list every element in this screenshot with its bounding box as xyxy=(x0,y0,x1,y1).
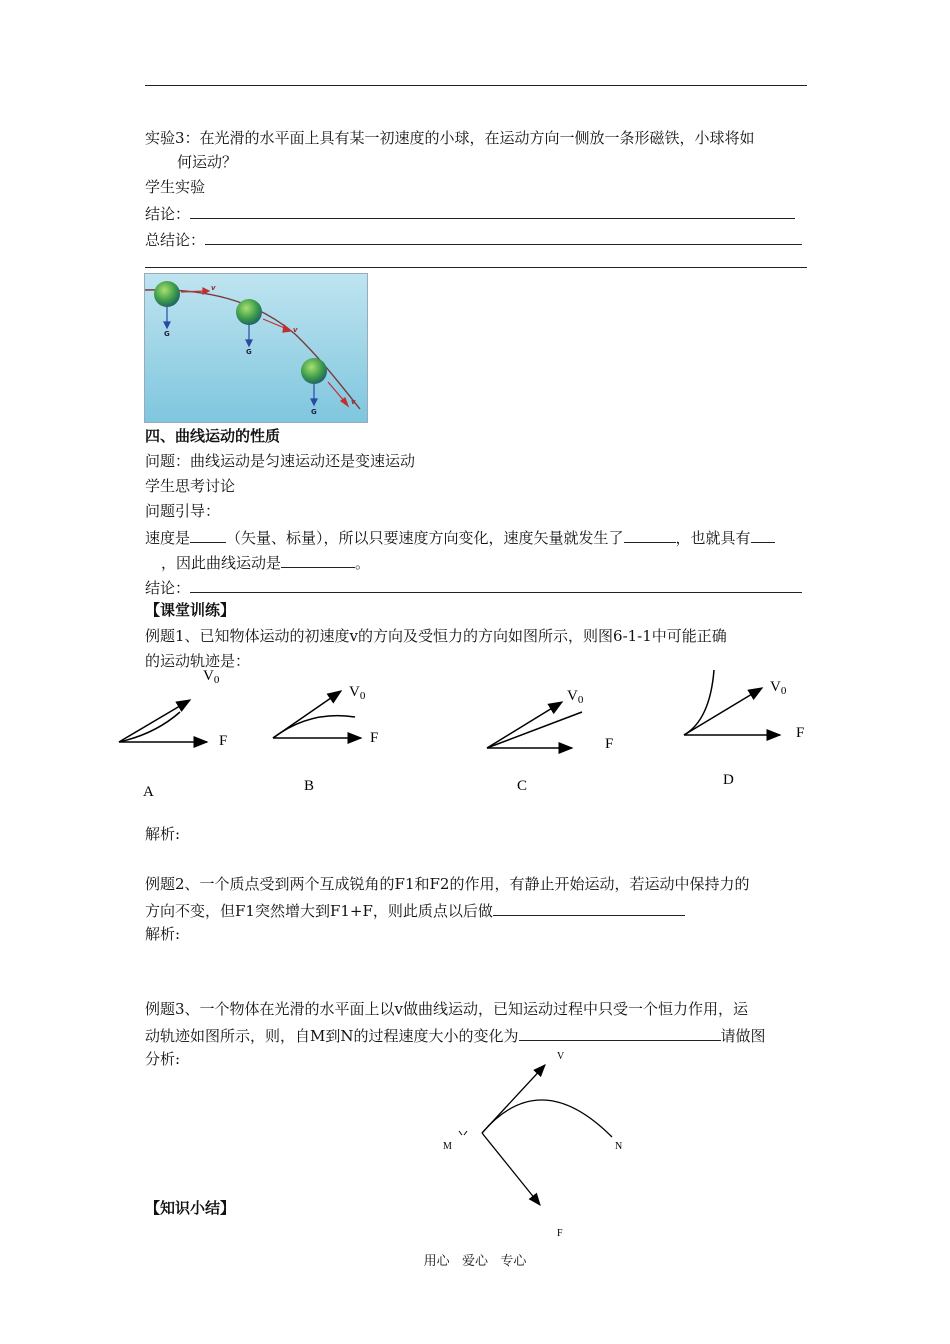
option-d-label[interactable]: D xyxy=(723,772,734,788)
section4-question: 问题：曲线运动是匀速运动还是变速运动 xyxy=(145,452,416,470)
header-rule xyxy=(145,85,807,86)
fill-text-d: ，因此曲线运动是 xyxy=(161,554,282,572)
diagram-d-velocity xyxy=(684,688,762,735)
section4-discuss: 学生思考讨论 xyxy=(145,477,236,495)
exp3-line2: 何运动？ xyxy=(177,153,238,171)
section4-fill-line1 xyxy=(145,526,775,548)
ex3-line2 xyxy=(145,1024,766,1046)
velocity-label-1: v xyxy=(211,284,216,292)
exp3-line1: 实验3：在光滑的水平面上具有某一初速度的小球，在运动方向一侧放一条形磁铁，小球将如 xyxy=(145,129,755,147)
ex3-figure xyxy=(0,1045,950,1245)
diagram-d-f-label: F xyxy=(796,725,805,741)
diagram-a-v0-label: $V_0$ xyxy=(203,668,220,686)
diagram-c-velocity xyxy=(487,702,562,748)
diagram-a-f-label: F xyxy=(219,733,228,749)
fill-text-c: ，也就具有 xyxy=(675,529,751,547)
exp3-total-conclusion xyxy=(145,228,802,250)
fill-text-b: （矢量、标量），所以只要速度方向变化，速度矢量就发生了 xyxy=(226,529,624,547)
ex3-line1: 例题3、一个物体在光滑的水平面上以v做曲线运动，已知运动过程中只受一个恒力作用，运 xyxy=(145,1000,749,1018)
ex3-blank[interactable] xyxy=(519,1024,721,1041)
option-b-label[interactable]: B xyxy=(304,778,315,794)
ex3-f-label: F xyxy=(557,1228,563,1239)
diagram-d-v0-label: $V_0$ xyxy=(770,679,787,697)
total-conclusion-label: 总结论： xyxy=(145,231,206,249)
ex3-start-mark xyxy=(459,1131,467,1135)
velocity-label-3: v xyxy=(351,398,356,406)
total-conclusion-rule xyxy=(145,267,807,268)
ex1-line1: 例题1、已知物体运动的初速度v的方向及受恒力的方向如图所示，则图6-1-1中可能正确 xyxy=(145,627,727,645)
ex3-line3: 分析: xyxy=(145,1050,181,1068)
diagram-a-velocity xyxy=(119,700,190,742)
fill-blank-1[interactable] xyxy=(190,526,226,543)
ex1-analysis: 解析: xyxy=(145,825,181,843)
gravity-label-1: G xyxy=(164,330,170,338)
ex2-blank[interactable] xyxy=(493,899,685,916)
projectile-photo xyxy=(144,273,368,423)
diagram-c-trajectory xyxy=(487,712,582,748)
fill-text-a: 速度是 xyxy=(145,529,191,547)
fill-text-e: 。 xyxy=(355,554,371,572)
section4-guide: 问题引导： xyxy=(145,502,221,520)
diagram-c-v0-label: $V_0$ xyxy=(567,688,584,706)
velocity-label-2: v xyxy=(293,326,298,334)
ex2-line2-text: 方向不变，但F1突然增大到F1+F，则此质点以后做 xyxy=(145,902,493,920)
ex3-m-label: M xyxy=(443,1141,452,1152)
fill-blank-2[interactable] xyxy=(624,526,676,543)
exp3-conclusion xyxy=(145,202,795,224)
section4-conclusion-label: 结论： xyxy=(145,579,191,597)
conclusion-label: 结论： xyxy=(145,205,191,223)
ex1-line2: 的运动轨迹是： xyxy=(145,652,251,670)
page-footer: 用心 爱心 专心 xyxy=(423,1254,527,1269)
gravity-label-3: G xyxy=(311,408,317,416)
exp3-student: 学生实验 xyxy=(145,178,206,196)
section4-conclusion-blank[interactable] xyxy=(190,576,802,593)
option-a-label[interactable]: A xyxy=(143,784,154,800)
summary-heading: 【知识小结】 xyxy=(145,1199,236,1217)
diagram-b-trajectory xyxy=(273,716,355,738)
section4-conclusion xyxy=(145,576,802,598)
ex3-trajectory xyxy=(482,1100,612,1137)
total-conclusion-blank[interactable] xyxy=(205,228,802,245)
section4-heading: 四、曲线运动的性质 xyxy=(145,427,281,445)
conclusion-blank[interactable] xyxy=(190,202,795,219)
option-c-label[interactable]: C xyxy=(517,778,528,794)
section4-fill-line2 xyxy=(161,551,370,573)
fill-blank-3[interactable] xyxy=(751,526,775,543)
diagram-c-f-label: F xyxy=(605,736,614,752)
diagram-a-trajectory xyxy=(119,712,180,742)
ex3-line2-tail: 请做图 xyxy=(720,1027,766,1045)
fill-blank-4[interactable] xyxy=(281,551,355,568)
training-heading: 【课堂训练】 xyxy=(145,601,236,619)
ex3-line2-text: 动轨迹如图所示，则，自M到N的过程速度大小的变化为 xyxy=(145,1027,519,1045)
diagram-b-v0-label: $V_0$ xyxy=(349,684,366,702)
ex3-force-arrow xyxy=(482,1133,540,1205)
ex2-line2 xyxy=(145,899,685,921)
ex2-analysis: 解析: xyxy=(145,925,181,943)
ex3-n-label: N xyxy=(615,1141,623,1152)
diagram-b-f-label: F xyxy=(370,730,379,746)
ex3-v-label: V xyxy=(557,1051,565,1062)
ex2-line1: 例题2、一个质点受到两个互成锐角的F1和F2的作用，有静止开始运动，若运动中保持力的 xyxy=(145,875,750,893)
ex1-diagrams xyxy=(0,660,950,800)
gravity-label-2: G xyxy=(246,348,252,356)
